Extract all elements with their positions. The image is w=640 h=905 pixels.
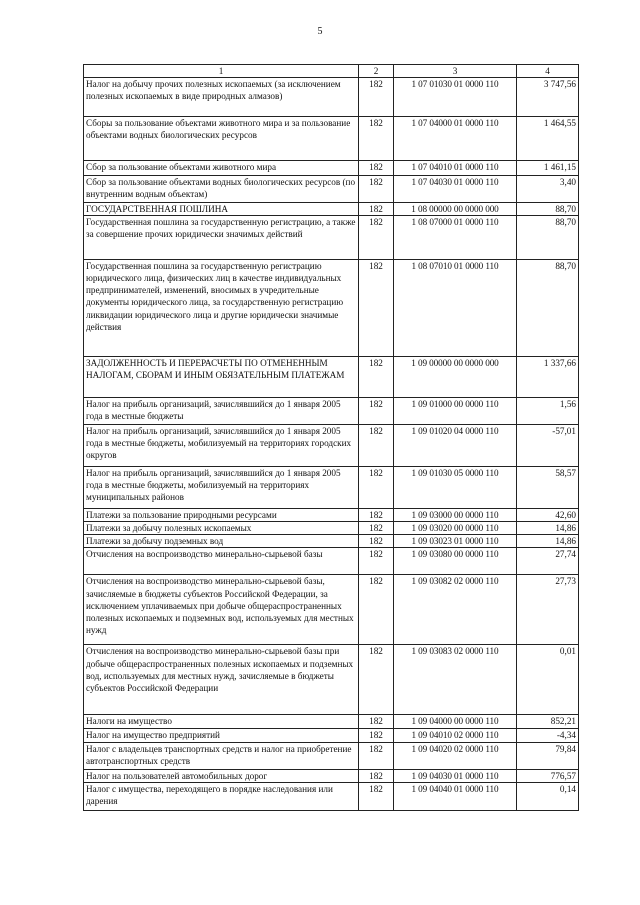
row-code: 182 [359,176,394,203]
row-kbk: 1 09 03082 02 0000 110 [394,575,517,645]
table-row [84,742,579,769]
row-amount: 14,86 [517,535,579,548]
row-amount: -57,01 [517,425,579,467]
row-amount: 852,21 [517,715,579,729]
row-amount: 88,70 [517,216,579,260]
row-name: Налог на прибыль организаций, зачислявшийся до 1 января 2005 года в местные бюджеты [84,398,359,425]
row-name: Отчисления на воспроизводство минерально-сырьевой базы, зачисляемые в бюджеты субъектов Российской Федерации, за исключением уплачиваемых при добыче общераспространенных полезных ископаемых и подземных вод, используемых для местных нужд [84,575,359,645]
row-kbk: 1 09 03080 00 0000 110 [394,548,517,575]
row-code: 182 [359,117,394,161]
table-row [84,425,579,467]
row-kbk: 1 08 00000 00 0000 000 [394,203,517,216]
table-row [84,203,579,216]
table-row [84,522,579,535]
row-amount: 0,14 [517,782,579,810]
row-kbk: 1 09 04010 02 0000 110 [394,729,517,742]
row-amount: -4,34 [517,729,579,742]
row-code: 182 [359,260,394,357]
row-amount: 14,86 [517,522,579,535]
row-code: 182 [359,729,394,742]
table-row [84,78,579,117]
row-kbk: 1 09 01000 00 0000 110 [394,398,517,425]
table-row [84,729,579,742]
row-amount: 776,57 [517,769,579,782]
row-code: 182 [359,575,394,645]
row-kbk: 1 09 04030 01 0000 110 [394,769,517,782]
row-kbk: 1 09 03023 01 0000 110 [394,535,517,548]
row-amount: 1,56 [517,398,579,425]
row-kbk: 1 09 03020 00 0000 110 [394,522,517,535]
row-kbk: 1 09 04040 01 0000 110 [394,782,517,810]
row-name: Налог на добычу прочих полезных ископаемых (за исключением полезных ископаемых в виде природных алмазов) [84,78,359,117]
row-amount: 42,60 [517,509,579,522]
row-amount: 79,84 [517,742,579,769]
row-name: Платежи за добычу подземных вод [84,535,359,548]
column-header-kbk: 3 [394,65,517,78]
row-code: 182 [359,467,394,509]
table-row [84,782,579,810]
row-name: ЗАДОЛЖЕННОСТЬ И ПЕРЕРАСЧЕТЫ ПО ОТМЕНЕННЫМ НАЛОГАМ, СБОРАМ И ИНЫМ ОБЯЗАТЕЛЬНЫМ ПЛАТЕЖАМ [84,357,359,398]
row-code: 182 [359,715,394,729]
row-kbk: 1 09 04000 00 0000 110 [394,715,517,729]
row-code: 182 [359,203,394,216]
table-row [84,509,579,522]
row-amount: 1 337,66 [517,357,579,398]
row-code: 182 [359,645,394,715]
row-kbk: 1 07 04010 01 0000 110 [394,161,517,176]
row-name: Сборы за пользование объектами животного мира и за пользование объектами водных биологических ресурсов [84,117,359,161]
row-amount: 1 464,55 [517,117,579,161]
row-code: 182 [359,161,394,176]
row-code: 182 [359,357,394,398]
row-code: 182 [359,425,394,467]
column-header-amount: 4 [517,65,579,78]
row-name: Налоги на имущество [84,715,359,729]
row-code: 182 [359,769,394,782]
table-row [84,535,579,548]
table-row [84,260,579,357]
table-row [84,216,579,260]
row-kbk: 1 07 01030 01 0000 110 [394,78,517,117]
row-name: Налог с имущества, переходящего в порядке наследования или дарения [84,782,359,810]
page-number: 5 [317,26,323,37]
row-code: 182 [359,742,394,769]
column-header-code: 2 [359,65,394,78]
row-name: Налог с владельцев транспортных средств и налог на приобретение автотранспортных средств [84,742,359,769]
revenue-table [83,64,579,811]
row-name: Государственная пошлина за государственную регистрацию юридического лица, физических лиц в качестве индивидуальных предпринимателей, изменений, вносимых в учредительные документы юридического лица, за государственную регистрацию ликвидации юридического лица и другие юридически значимые действия [84,260,359,357]
row-code: 182 [359,78,394,117]
row-name: ГОСУДАРСТВЕННАЯ ПОШЛИНА [84,203,359,216]
row-code: 182 [359,535,394,548]
table-row [84,645,579,715]
table-row [84,715,579,729]
row-name: Платежи за добычу полезных ископаемых [84,522,359,535]
row-code: 182 [359,548,394,575]
row-kbk: 1 09 01030 05 0000 110 [394,467,517,509]
table-row [84,769,579,782]
column-header-name: 1 [84,65,359,78]
row-name: Отчисления на воспроизводство минерально-сырьевой базы [84,548,359,575]
row-code: 182 [359,216,394,260]
row-name: Платежи за пользование природными ресурсами [84,509,359,522]
row-name: Налог на пользователей автомобильных дорог [84,769,359,782]
table-row [84,357,579,398]
table-header-row [84,65,579,78]
row-name: Налог на прибыль организаций, зачислявшийся до 1 января 2005 года в местные бюджеты, мобилизуемый на территориях муниципальных районов [84,467,359,509]
row-kbk: 1 09 01020 04 0000 110 [394,425,517,467]
table-row [84,176,579,203]
row-name: Сбор за пользование объектами водных биологических ресурсов (по внутренним водным объектам) [84,176,359,203]
row-name: Налог на прибыль организаций, зачислявшийся до 1 января 2005 года в местные бюджеты, мобилизуемый на территориях городских округов [84,425,359,467]
row-amount: 88,70 [517,260,579,357]
row-kbk: 1 08 07000 01 0000 110 [394,216,517,260]
table-row [84,398,579,425]
row-kbk: 1 07 04000 01 0000 110 [394,117,517,161]
row-kbk: 1 09 04020 02 0000 110 [394,742,517,769]
row-kbk: 1 09 03000 00 0000 110 [394,509,517,522]
row-kbk: 1 08 07010 01 0000 110 [394,260,517,357]
table-row [84,575,579,645]
row-code: 182 [359,782,394,810]
row-code: 182 [359,522,394,535]
table-row [84,161,579,176]
row-code: 182 [359,509,394,522]
row-kbk: 1 09 03083 02 0000 110 [394,645,517,715]
table-row [84,548,579,575]
row-amount: 3,40 [517,176,579,203]
row-amount: 1 461,15 [517,161,579,176]
row-amount: 58,57 [517,467,579,509]
row-amount: 0,01 [517,645,579,715]
row-name: Отчисления на воспроизводство минерально-сырьевой базы при добыче общераспространенных полезных ископаемых и подземных вод, используемых для местных нужд, зачисляемые в бюджеты субъектов Российской Федерации [84,645,359,715]
row-code: 182 [359,398,394,425]
row-name: Налог на имущество предприятий [84,729,359,742]
table-row [84,117,579,161]
row-amount: 3 747,56 [517,78,579,117]
row-amount: 27,73 [517,575,579,645]
row-amount: 27,74 [517,548,579,575]
table-row [84,467,579,509]
row-name: Сбор за пользование объектами животного мира [84,161,359,176]
row-kbk: 1 07 04030 01 0000 110 [394,176,517,203]
row-name: Государственная пошлина за государственную регистрацию, а также за совершение прочих юридически значимых действий [84,216,359,260]
row-kbk: 1 09 00000 00 0000 000 [394,357,517,398]
row-amount: 88,70 [517,203,579,216]
